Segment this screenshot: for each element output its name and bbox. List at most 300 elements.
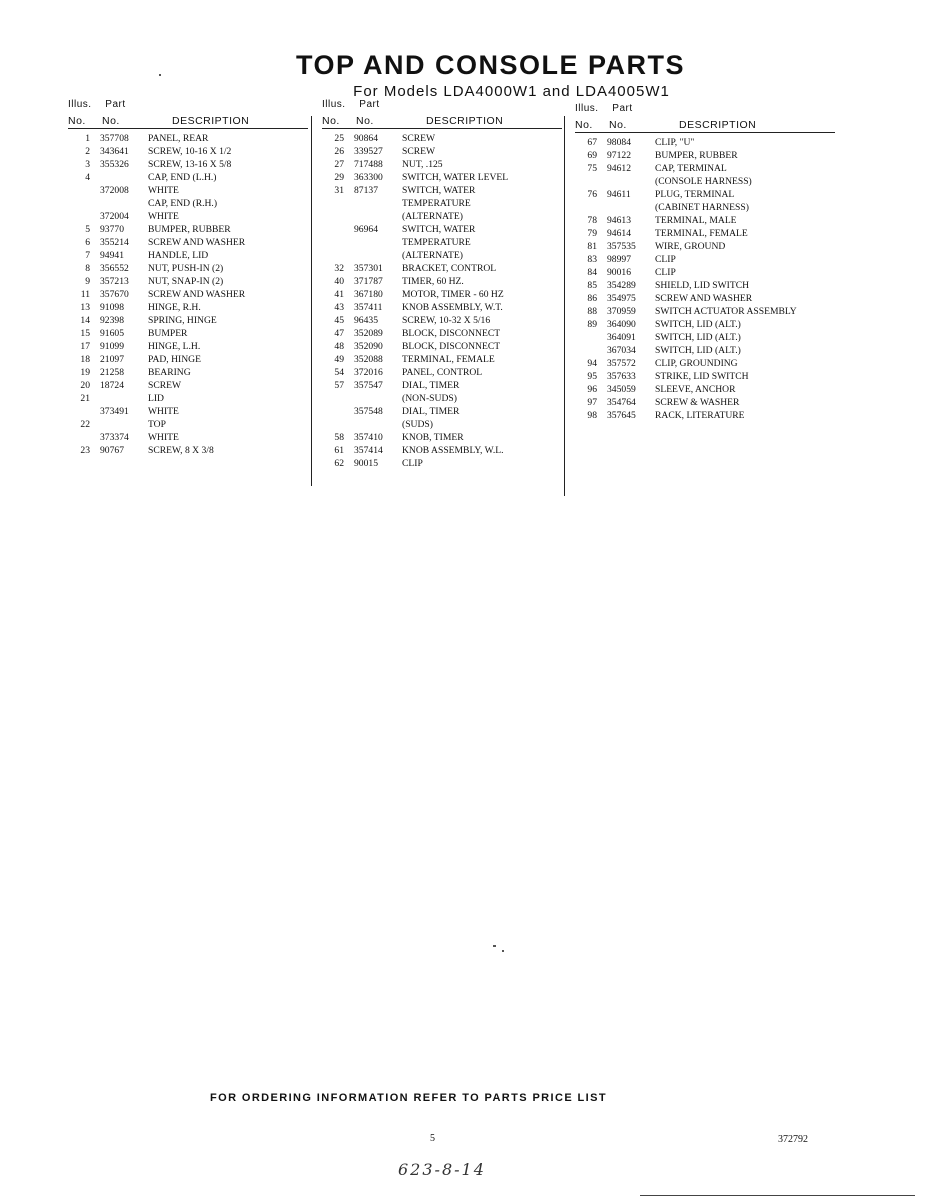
part-description: BLOCK, DISCONNECT [402,341,501,352]
part-description: (NON-SUDS) [402,393,457,404]
part-description: BEARING [148,367,191,378]
part-description: SCREW AND WASHER [148,237,246,248]
document-number: 372792 [778,1134,808,1145]
part-no [607,201,655,214]
column-divider [311,116,312,486]
part-description: TIMER, 60 HZ. [402,276,464,287]
illus-no: 8 [85,263,90,274]
illus-no: 25 [334,133,344,144]
illus-no: 29 [334,172,344,183]
part-description: PANEL, REAR [148,133,209,144]
part-description: WHITE [148,211,179,222]
illus-no: 23 [80,445,90,456]
part-description: CAP, END (L.H.) [148,172,217,183]
part-description: KNOB ASSEMBLY, W.L. [402,445,504,456]
illus-no: 84 [587,267,597,278]
part-row [68,392,308,405]
illus-no [322,197,354,210]
part-row [68,379,308,392]
part-row [68,431,308,444]
part-label: Part [612,103,633,114]
part-description: SCREW, 13-16 X 5/8 [148,159,232,170]
illus-no: 20 [80,380,90,391]
part-row [68,327,308,340]
parts-column-1 [68,99,308,457]
part-description: HINGE, L.H. [148,341,201,352]
part-description: BUMPER, RUBBER [148,224,231,235]
part-no: 373374 [100,432,129,443]
column-header [322,112,562,129]
illus-no: 14 [80,315,90,326]
illus-no: 18 [80,354,90,365]
part-no: 94941 [100,250,124,261]
description-label: DESCRIPTION [679,119,757,131]
illus-no [575,201,607,214]
part-no-label: No. [609,119,627,131]
part-row [322,366,562,379]
part-no: 96964 [354,224,378,235]
illus-no: 81 [587,241,597,252]
illus-no: 43 [334,302,344,313]
parts-rows [322,132,562,470]
part-row [68,132,308,145]
illus-no [68,405,100,418]
illus-no: 6 [85,237,90,248]
part-description: (CONSOLE HARNESS) [655,176,752,187]
part-description: PANEL, CONTROL [402,367,483,378]
illus-no: 49 [334,354,344,365]
part-description: BUMPER, RUBBER [655,150,738,161]
part-no [354,210,402,223]
part-description: SPRING, HINGE [148,315,217,326]
part-row [322,405,562,418]
part-description: TERMINAL, FEMALE [402,354,495,365]
no-label: No. [322,115,340,127]
part-no [100,418,148,431]
part-description: SCREW, 10-32 X 5/16 [402,315,491,326]
illus-no: 31 [334,185,344,196]
part-row [68,145,308,158]
part-row [68,353,308,366]
part-no: 357670 [100,289,129,300]
scan-speck [493,945,496,947]
part-row [575,149,835,162]
part-row [322,132,562,145]
part-description: DIAL, TIMER [402,380,460,391]
part-row [575,370,835,383]
part-row [575,409,835,422]
part-description: CAP, TERMINAL [655,163,727,174]
part-row [68,184,308,197]
illus-no: 78 [587,215,597,226]
part-description: KNOB ASSEMBLY, W.T. [402,302,503,313]
part-no: 357414 [354,445,383,456]
illus-no: 7 [85,250,90,261]
description-label: DESCRIPTION [426,115,504,127]
illus-no [322,236,354,249]
part-row [322,158,562,171]
illus-no: 21 [80,393,90,404]
part-no: 91098 [100,302,124,313]
part-no: 339527 [354,146,383,157]
part-description: TERMINAL, MALE [655,215,737,226]
part-description: CLIP, "U" [655,137,695,148]
part-row [68,301,308,314]
illus-no [322,223,354,236]
column-header-top [575,103,835,116]
bottom-rule [640,1195,915,1196]
part-row [322,444,562,457]
illus-no: 61 [334,445,344,456]
part-description: PLUG, TERMINAL [655,189,735,200]
part-no: 370959 [607,306,636,317]
no-label: No. [575,119,593,131]
column-header-top [68,99,308,112]
part-description: STRIKE, LID SWITCH [655,371,749,382]
part-row [68,366,308,379]
part-row [68,314,308,327]
part-row [322,210,562,223]
illus-no [68,184,100,197]
part-description: SCREW AND WASHER [148,289,246,300]
part-description: SWITCH ACTUATOR ASSEMBLY [655,306,797,317]
part-no: 357410 [354,432,383,443]
part-description: SWITCH, WATER [402,185,476,196]
part-description: WHITE [148,406,179,417]
part-description: TOP [148,419,166,430]
column-header [68,112,308,129]
part-description: SCREW [148,380,182,391]
no-label: No. [68,115,86,127]
illus-no: 27 [334,159,344,170]
part-description: TEMPERATURE [402,198,471,209]
part-row [322,288,562,301]
illus-label: Illus. [322,99,346,110]
part-row [322,418,562,431]
part-description: (SUDS) [402,419,433,430]
illus-no [575,331,607,344]
part-row [68,340,308,353]
part-no: 97122 [607,150,631,161]
illus-no [575,175,607,188]
part-no: 354764 [607,397,636,408]
part-no: 98084 [607,137,631,148]
part-description: LID [148,393,164,404]
page-title: TOP AND CONSOLE PARTS [295,50,686,80]
part-no: 21097 [100,354,124,365]
part-description: CLIP [655,254,676,265]
illus-no: 76 [587,189,597,200]
description-label: DESCRIPTION [172,115,250,127]
part-no-label: No. [356,115,374,127]
part-no: 357301 [354,263,383,274]
illus-no: 86 [587,293,597,304]
part-no: 343641 [100,146,129,157]
parts-column-3 [575,103,835,422]
part-no: 364091 [607,332,636,343]
illus-no: 95 [587,371,597,382]
part-row [575,201,835,214]
illus-no: 22 [80,419,90,430]
part-description: DIAL, TIMER [402,406,460,417]
illus-no: 45 [334,315,344,326]
part-row [575,227,835,240]
illus-no: 1 [85,133,90,144]
part-row [68,405,308,418]
part-no: 357213 [100,276,129,287]
part-description: MOTOR, TIMER - 60 HZ [402,289,504,300]
part-no: 94611 [607,189,631,200]
part-row [575,214,835,227]
illus-no: 15 [80,328,90,339]
part-description: NUT, .125 [402,159,443,170]
illus-no: 94 [587,358,597,369]
part-no: 357572 [607,358,636,369]
illus-no: 85 [587,280,597,291]
part-description: KNOB, TIMER [402,432,464,443]
part-row [68,249,308,262]
part-no: 367180 [354,289,383,300]
part-no: 357547 [354,380,383,391]
part-no: 352089 [354,328,383,339]
part-label: Part [105,99,126,110]
part-no: 356552 [100,263,129,274]
part-description: SCREW [402,133,436,144]
part-description: NUT, PUSH-IN (2) [148,263,224,274]
illus-no: 98 [587,410,597,421]
part-no: 87137 [354,185,378,196]
part-description: BLOCK, DISCONNECT [402,328,501,339]
part-row [322,275,562,288]
part-row [575,253,835,266]
part-row [575,331,835,344]
part-no: 21258 [100,367,124,378]
part-no: 91099 [100,341,124,352]
part-no [354,249,402,262]
part-row [322,392,562,405]
part-description: SWITCH, WATER LEVEL [402,172,509,183]
part-description: HINGE, R.H. [148,302,201,313]
part-description: (CABINET HARNESS) [655,202,749,213]
part-row [322,262,562,275]
part-row [68,171,308,184]
part-row [322,301,562,314]
part-row [68,158,308,171]
parts-column-2 [322,99,562,470]
part-description: HANDLE, LID [148,250,209,261]
illus-no: 75 [587,163,597,174]
part-no: 357535 [607,241,636,252]
part-no: 92398 [100,315,124,326]
part-no: 717488 [354,159,383,170]
part-no: 90015 [354,458,378,469]
part-row [575,383,835,396]
part-row [68,418,308,431]
part-description: CLIP, GROUNDING [655,358,738,369]
illus-no: 41 [334,289,344,300]
part-no: 93770 [100,224,124,235]
part-no: 345059 [607,384,636,395]
illus-no: 48 [334,341,344,352]
part-no [607,175,655,188]
illus-no [322,249,354,262]
part-row [68,210,308,223]
part-no: 363300 [354,172,383,183]
illus-no: 9 [85,276,90,287]
illus-no: 17 [80,341,90,352]
illus-no [575,344,607,357]
illus-no: 19 [80,367,90,378]
illus-no [322,210,354,223]
part-description: BRACKET, CONTROL [402,263,497,274]
column-divider [564,116,565,496]
part-description: SWITCH, WATER [402,224,476,235]
part-row [575,292,835,305]
part-no [354,418,402,431]
part-row [575,318,835,331]
scan-speck [159,74,161,76]
illus-no [68,210,100,223]
part-description: BUMPER [148,328,188,339]
part-no: 96435 [354,315,378,326]
part-no: 90767 [100,445,124,456]
part-description: TEMPERATURE [402,237,471,248]
column-header-top [322,99,562,112]
illus-no: 83 [587,254,597,265]
illus-no: 4 [85,172,90,183]
part-description: SCREW, 8 X 3/8 [148,445,214,456]
part-row [575,305,835,318]
part-row [68,236,308,249]
illus-no: 47 [334,328,344,339]
part-row [322,327,562,340]
illus-no: 69 [587,150,597,161]
part-no: 373491 [100,406,129,417]
part-no: 18724 [100,380,124,391]
illus-no [322,405,354,418]
illus-no: 3 [85,159,90,170]
part-description: SWITCH, LID (ALT.) [655,332,741,343]
part-no: 94612 [607,163,631,174]
part-no: 98997 [607,254,631,265]
handwritten-note: 623-8-14 [398,1160,486,1179]
part-no: 354975 [607,293,636,304]
part-row [322,340,562,353]
part-row [575,357,835,370]
part-description: TERMINAL, FEMALE [655,228,748,239]
part-description: WIRE, GROUND [655,241,726,252]
illus-label: Illus. [575,103,599,114]
part-no: 357708 [100,133,129,144]
part-description: NUT, SNAP-IN (2) [148,276,224,287]
part-row [68,197,308,210]
illus-no: 88 [587,306,597,317]
part-description: PAD, HINGE [148,354,201,365]
illus-no: 96 [587,384,597,395]
models-subtitle: For Models LDA4000W1 and LDA4005W1 [353,83,670,100]
part-row [322,197,562,210]
part-description: (ALTERNATE) [402,211,463,222]
part-row [322,249,562,262]
part-row [68,275,308,288]
page-number: 5 [430,1133,435,1144]
illus-no: 26 [334,146,344,157]
illus-no: 5 [85,224,90,235]
part-no [354,392,402,405]
part-no [100,392,148,405]
part-row [68,444,308,457]
illus-no: 97 [587,397,597,408]
illus-no [322,392,354,405]
parts-rows [68,132,308,457]
part-no: 357645 [607,410,636,421]
part-row [575,136,835,149]
part-row [322,223,562,236]
column-header [575,116,835,133]
part-no: 352090 [354,341,383,352]
part-no: 372016 [354,367,383,378]
part-description: SLEEVE, ANCHOR [655,384,736,395]
part-description: SWITCH, LID (ALT.) [655,319,741,330]
part-no: 355214 [100,237,129,248]
part-description: WHITE [148,185,179,196]
part-no: 90864 [354,133,378,144]
part-no: 91605 [100,328,124,339]
part-no: 94614 [607,228,631,239]
part-no: 357411 [354,302,383,313]
part-row [322,171,562,184]
part-no: 354289 [607,280,636,291]
illus-no: 67 [587,137,597,148]
illus-no: 11 [80,289,90,300]
part-row [322,353,562,366]
part-no: 94613 [607,215,631,226]
part-description: CAP, END (R.H.) [148,198,218,209]
part-row [575,279,835,292]
part-row [575,188,835,201]
part-row [575,344,835,357]
part-row [575,240,835,253]
part-row [322,184,562,197]
part-no [354,197,402,210]
part-no: 371787 [354,276,383,287]
part-row [575,266,835,279]
illus-no: 40 [334,276,344,287]
part-row [322,431,562,444]
ordering-info-note: FOR ORDERING INFORMATION REFER TO PARTS PRICE LIST [210,1092,607,1104]
part-description: (ALTERNATE) [402,250,463,261]
part-no [100,171,148,184]
part-no [100,197,148,210]
part-no [354,236,402,249]
part-no: 352088 [354,354,383,365]
part-no: 372008 [100,185,129,196]
part-row [575,175,835,188]
part-description: SCREW & WASHER [655,397,740,408]
part-description: SHIELD, LID SWITCH [655,280,750,291]
illus-no: 54 [334,367,344,378]
part-description: RACK, LITERATURE [655,410,745,421]
illus-no: 89 [587,319,597,330]
part-no: 357633 [607,371,636,382]
illus-label: Illus. [68,99,92,110]
part-row [322,379,562,392]
part-row [68,223,308,236]
part-description: CLIP [655,267,676,278]
illus-no [322,418,354,431]
part-no: 357548 [354,406,383,417]
parts-rows [575,136,835,422]
